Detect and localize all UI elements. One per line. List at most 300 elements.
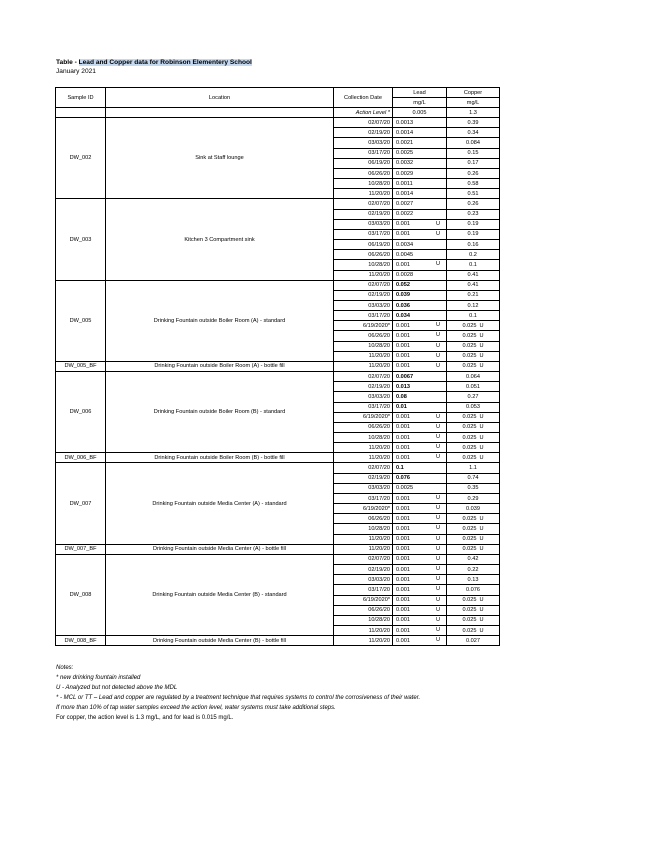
lead-flag: U <box>435 555 440 562</box>
collection-date-cell: 10/28/20 <box>334 260 393 270</box>
collection-date-cell: 02/19/20 <box>334 473 393 483</box>
collection-date-cell: 02/19/20 <box>334 209 393 219</box>
copper-value-cell <box>447 392 500 402</box>
table-row <box>56 463 500 473</box>
lead-value-cell <box>393 565 447 575</box>
copper-value-cell <box>447 179 500 189</box>
lead-value: 0.0067 <box>396 373 414 380</box>
sample-id-cell: DW_005_BF <box>56 361 106 371</box>
copper-value: 0.025 <box>462 627 477 634</box>
copper-value: 0.084 <box>466 140 480 147</box>
lead-flag: U <box>435 434 440 440</box>
lead-value-cell <box>393 179 447 189</box>
copper-value-cell <box>447 493 500 503</box>
collection-date-cell: 11/20/20 <box>334 544 393 554</box>
copper-value: 0.064 <box>466 373 480 380</box>
copper-value: 0.21 <box>467 292 479 299</box>
copper-value-cell <box>447 250 500 260</box>
lead-value: 0.01 <box>396 404 407 411</box>
copper-value-cell <box>447 575 500 585</box>
copper-flag: U <box>479 363 484 370</box>
collection-date-cell: 03/03/20 <box>334 483 393 493</box>
collection-date-cell: 03/03/20 <box>334 138 393 148</box>
lead-value: 0.001 <box>396 414 410 421</box>
lead-value-cell <box>393 544 447 554</box>
title-highlight: Lead and Copper data for Robinson Elementery School <box>78 59 252 66</box>
note-line: * - MCL or TT – Lead and copper are regulated by a treatment technique that requires systems to control the corrosiveness of their water. <box>56 695 421 701</box>
copper-value-cell <box>447 199 500 209</box>
table-row <box>56 372 500 382</box>
copper-flag: U <box>479 515 484 522</box>
lead-value: 0.001 <box>396 617 410 624</box>
collection-date-cell: 02/07/20 <box>334 372 393 382</box>
lead-flag: U <box>435 342 440 349</box>
lead-unit: mg/L <box>393 98 447 108</box>
lead-value-cell <box>393 321 447 331</box>
lead-value-cell <box>393 504 447 514</box>
lead-value-cell <box>393 331 447 341</box>
note-line: * new drinking fountain installed <box>56 675 141 681</box>
lead-value: 0.001 <box>396 566 410 573</box>
lead-value: 0.001 <box>396 495 410 502</box>
lead-value-cell <box>393 422 447 432</box>
copper-unit: mg/L <box>447 98 500 108</box>
lead-value: 0.001 <box>396 333 410 340</box>
copper-value-cell <box>447 361 500 371</box>
collection-date-cell: 06/26/20 <box>334 250 393 260</box>
lead-value-cell <box>393 219 447 229</box>
lead-value: 0.001 <box>396 597 410 604</box>
location-cell: Kitchen 3 Compartment sink <box>106 199 334 280</box>
lead-value: 0.001 <box>396 607 410 614</box>
lead-value-cell <box>393 636 447 646</box>
action-level-lead: 0.005 <box>393 108 447 118</box>
lead-value: 0.001 <box>396 353 410 360</box>
collection-date-cell: 03/17/20 <box>334 493 393 503</box>
copper-value-cell <box>447 138 500 148</box>
copper-value-cell <box>447 168 500 178</box>
collection-date-cell: 06/26/20 <box>334 514 393 524</box>
copper-value: 0.26 <box>467 200 479 207</box>
copper-value-cell <box>447 229 500 239</box>
lead-flag: U <box>435 220 440 227</box>
copper-flag: U <box>479 597 484 604</box>
lead-value-cell <box>393 575 447 585</box>
lead-copper-table <box>55 87 500 646</box>
lead-value-cell <box>393 158 447 168</box>
copper-value-cell <box>447 158 500 168</box>
note-line: U - Analyzed but not detected above the MDL <box>56 685 178 691</box>
lead-flag: U <box>435 230 440 237</box>
collection-date-cell: 10/28/20 <box>334 524 393 534</box>
copper-value-cell <box>447 412 500 422</box>
lead-value: 0.001 <box>396 231 410 238</box>
lead-value: 0.001 <box>396 576 410 583</box>
table-row <box>56 544 500 554</box>
copper-value: 0.26 <box>467 170 479 177</box>
copper-flag: U <box>479 322 484 329</box>
collection-date-cell: 03/17/20 <box>334 229 393 239</box>
copper-value-cell <box>447 372 500 382</box>
lead-flag: U <box>435 261 440 268</box>
sample-id-cell: DW_006_BF <box>56 453 106 463</box>
lead-value: 0.0027 <box>396 200 414 207</box>
copper-value: 0.16 <box>467 241 479 248</box>
lead-value-cell <box>393 300 447 310</box>
copper-value-cell <box>447 270 500 280</box>
lead-value: 0.0045 <box>396 251 414 258</box>
copper-value: 0.19 <box>467 231 479 238</box>
notes-section <box>56 663 420 723</box>
location-cell: Drinking Fountain outside Boiler Room (A) - bottle fill <box>106 361 334 371</box>
lead-flag: U <box>435 606 440 613</box>
copper-value: 0.41 <box>467 282 479 289</box>
lead-flag: U <box>435 352 440 359</box>
lead-value-cell <box>393 341 447 351</box>
collection-date-cell: 11/20/20 <box>334 636 393 646</box>
copper-value-cell <box>447 636 500 646</box>
lead-value: 0.001 <box>396 343 410 350</box>
collection-date-cell: 06/19/20 <box>334 158 393 168</box>
copper-flag: U <box>479 525 484 532</box>
collection-date-cell: 02/07/20 <box>334 118 393 128</box>
sample-id-cell: DW_005 <box>56 280 106 361</box>
collection-date-cell: 6/19/2020* <box>334 504 393 514</box>
copper-value-cell <box>447 544 500 554</box>
lead-value-cell <box>393 615 447 625</box>
copper-value: 0.39 <box>467 119 479 126</box>
copper-value-cell <box>447 402 500 412</box>
copper-value: 0.34 <box>467 129 479 136</box>
lead-value-cell <box>393 595 447 605</box>
copper-value: 0.025 <box>462 414 477 421</box>
lead-value-cell <box>393 118 447 128</box>
collection-date-cell: 11/20/20 <box>334 453 393 463</box>
lead-value: 0.0014 <box>396 190 414 197</box>
collection-date-cell: 02/07/20 <box>334 554 393 564</box>
copper-value: 0.027 <box>466 637 480 644</box>
lead-value-cell <box>393 402 447 412</box>
copper-value: 0.025 <box>462 353 477 360</box>
copper-value: 0.42 <box>467 556 479 563</box>
lead-flag: U <box>435 322 440 329</box>
copper-value: 0.15 <box>467 150 479 157</box>
collection-date-cell: 03/03/20 <box>334 392 393 402</box>
lead-flag: U <box>435 545 440 552</box>
lead-value: 0.08 <box>396 393 407 400</box>
collection-date-cell: 02/19/20 <box>334 128 393 138</box>
copper-value-cell <box>447 240 500 250</box>
copper-value: 0.025 <box>462 515 477 522</box>
copper-value: 0.025 <box>462 536 477 543</box>
table-row <box>56 453 500 463</box>
collection-date-cell: 03/17/20 <box>334 585 393 595</box>
copper-value-cell <box>447 524 500 534</box>
lead-value: 0.001 <box>396 434 410 441</box>
copper-value: 0.74 <box>467 475 479 482</box>
location-cell: Drinking Fountain outside Boiler Room (A) - standard <box>106 280 334 361</box>
lead-value: 0.0013 <box>396 119 414 126</box>
lead-flag: U <box>435 566 440 573</box>
copper-value: 0.19 <box>467 221 479 228</box>
collection-date-cell: 11/20/20 <box>334 443 393 453</box>
copper-value: 0.27 <box>467 393 479 400</box>
lead-value: 0.001 <box>396 363 410 370</box>
copper-value: 0.12 <box>467 302 479 309</box>
lead-value-cell <box>393 412 447 422</box>
lead-value: 0.0032 <box>396 160 414 167</box>
lead-value-cell <box>393 625 447 635</box>
copper-value-cell <box>447 260 500 270</box>
action-level-copper: 1.3 <box>447 108 500 118</box>
location-cell: Drinking Fountain outside Media Center (B) - standard <box>106 554 334 635</box>
lead-value: 0.001 <box>396 515 410 522</box>
lead-value-cell <box>393 382 447 392</box>
note-line: For copper, the action level is 1.3 mg/L, and for lead is 0.015 mg/L. <box>56 715 234 721</box>
sample-id-cell: DW_007 <box>56 463 106 544</box>
lead-flag: U <box>435 332 440 339</box>
lead-flag: U <box>435 576 440 583</box>
header-row <box>56 88 500 98</box>
lead-value-cell <box>393 229 447 239</box>
copper-value-cell <box>447 128 500 138</box>
lead-flag: U <box>435 637 440 644</box>
title-block <box>56 58 252 76</box>
copper-value: 0.025 <box>462 333 477 340</box>
copper-flag: U <box>479 546 484 553</box>
copper-flag: U <box>479 333 484 340</box>
table-row <box>56 361 500 371</box>
copper-value: 0.2 <box>469 251 477 258</box>
copper-value: 0.053 <box>466 404 480 411</box>
copper-value-cell <box>447 514 500 524</box>
copper-value: 0.025 <box>462 597 477 604</box>
copper-flag: U <box>479 454 484 461</box>
table-row <box>56 199 500 209</box>
col-header-sample-id: Sample ID <box>56 88 106 108</box>
location-cell: Drinking Fountain outside Media Center (A) - bottle fill <box>106 544 334 554</box>
copper-flag: U <box>479 434 484 441</box>
lead-value: 0.0028 <box>396 272 414 279</box>
lead-value-cell <box>393 514 447 524</box>
lead-value: 0.039 <box>396 292 410 299</box>
location-cell: Drinking Fountain outside Boiler Room (B) - bottle fill <box>106 453 334 463</box>
lead-value-cell <box>393 240 447 250</box>
lead-value-cell <box>393 443 447 453</box>
copper-value: 0.35 <box>467 485 479 492</box>
copper-flag: U <box>479 353 484 360</box>
copper-value: 0.025 <box>462 322 477 329</box>
collection-date-cell: 06/19/20 <box>334 240 393 250</box>
copper-value: 0.1 <box>469 261 477 268</box>
collection-date-cell: 03/17/20 <box>334 148 393 158</box>
copper-value: 0.076 <box>466 586 480 593</box>
blank-cell <box>56 108 106 118</box>
collection-date-cell: 03/03/20 <box>334 219 393 229</box>
copper-value-cell <box>447 565 500 575</box>
copper-flag: U <box>479 414 484 421</box>
collection-date-cell: 10/28/20 <box>334 179 393 189</box>
lead-value-cell <box>393 554 447 564</box>
copper-value: 0.51 <box>467 190 479 197</box>
copper-flag: U <box>479 607 484 614</box>
lead-value-cell <box>393 463 447 473</box>
copper-value: 0.025 <box>462 525 477 532</box>
copper-flag: U <box>479 424 484 431</box>
lead-flag: U <box>435 616 440 623</box>
lead-value: 0.0011 <box>396 180 413 187</box>
lead-value-cell <box>393 473 447 483</box>
lead-value: 0.001 <box>396 637 410 644</box>
notes-lines <box>56 673 420 723</box>
lead-value-cell <box>393 605 447 615</box>
title-prefix: Table - <box>56 59 79 66</box>
action-level-row <box>56 108 500 118</box>
copper-value-cell <box>447 585 500 595</box>
notes-heading: Notes: <box>56 665 74 671</box>
lead-value-cell <box>393 209 447 219</box>
copper-value: 0.025 <box>462 424 477 431</box>
lead-flag: U <box>435 596 440 603</box>
lead-value: 0.001 <box>396 546 410 553</box>
lead-flag: U <box>435 494 440 501</box>
lead-flag: U <box>435 626 440 633</box>
lead-value: 0.001 <box>396 424 410 431</box>
lead-value: 0.001 <box>396 627 410 634</box>
lead-value-cell <box>393 453 447 463</box>
collection-date-cell: 03/03/20 <box>334 300 393 310</box>
sample-id-cell: DW_002 <box>56 118 106 199</box>
copper-flag: U <box>479 627 484 634</box>
lead-flag: U <box>435 362 440 369</box>
col-header-collection-date: Collection Date <box>334 88 393 108</box>
collection-date-cell: 6/19/2020* <box>334 412 393 422</box>
lead-value: 0.052 <box>396 282 410 289</box>
collection-date-cell: 11/20/20 <box>334 270 393 280</box>
lead-value: 0.0014 <box>396 129 414 136</box>
copper-value: 0.025 <box>462 434 477 441</box>
copper-value: 0.17 <box>467 160 479 167</box>
copper-value: 1.1 <box>469 465 477 472</box>
copper-value-cell <box>447 595 500 605</box>
copper-value: 0.1 <box>469 312 477 319</box>
lead-value: 0.1 <box>396 465 404 472</box>
sample-id-cell: DW_008_BF <box>56 636 106 646</box>
table-row <box>56 280 500 290</box>
copper-value: 0.025 <box>462 617 477 624</box>
lead-value-cell <box>393 392 447 402</box>
copper-value-cell <box>447 625 500 635</box>
location-cell: Sink at Staff lounge <box>106 118 334 199</box>
collection-date-cell: 11/20/20 <box>334 625 393 635</box>
col-header-copper: Copper <box>447 88 500 98</box>
copper-value-cell <box>447 341 500 351</box>
table-title <box>56 58 252 67</box>
table-row <box>56 636 500 646</box>
lead-value: 0.076 <box>396 475 410 482</box>
copper-value: 0.13 <box>467 576 479 583</box>
lead-flag: U <box>435 535 440 542</box>
copper-value-cell <box>447 311 500 321</box>
copper-flag: U <box>479 444 484 451</box>
lead-value-cell <box>393 483 447 493</box>
sample-id-cell: DW_008 <box>56 554 106 635</box>
collection-date-cell: 6/19/2020* <box>334 595 393 605</box>
copper-value-cell <box>447 463 500 473</box>
lead-value-cell <box>393 524 447 534</box>
lead-value: 0.0021 <box>396 140 414 147</box>
collection-date-cell: 06/26/20 <box>334 168 393 178</box>
copper-value-cell <box>447 382 500 392</box>
copper-value: 0.41 <box>467 272 479 279</box>
lead-value: 0.034 <box>396 312 410 319</box>
lead-value-cell <box>393 148 447 158</box>
copper-flag: U <box>479 617 484 624</box>
collection-date-cell: 10/28/20 <box>334 433 393 443</box>
copper-value-cell <box>447 321 500 331</box>
report-date: January 2021 <box>56 68 96 75</box>
lead-value: 0.001 <box>396 525 410 532</box>
copper-value: 0.025 <box>462 454 477 461</box>
collection-date-cell: 03/03/20 <box>334 575 393 585</box>
lead-value-cell <box>393 270 447 280</box>
copper-value-cell <box>447 554 500 564</box>
copper-flag: U <box>479 343 484 350</box>
lead-value: 0.001 <box>396 454 410 461</box>
lead-value: 0.001 <box>396 556 410 563</box>
collection-date-cell: 11/20/20 <box>334 534 393 544</box>
copper-flag: U <box>479 536 484 543</box>
collection-date-cell: 02/19/20 <box>334 382 393 392</box>
lead-value-cell <box>393 361 447 371</box>
lead-value-cell <box>393 433 447 443</box>
lead-value: 0.001 <box>396 536 410 543</box>
location-cell: Drinking Fountain outside Media Center (A) - standard <box>106 463 334 544</box>
collection-date-cell: 02/07/20 <box>334 280 393 290</box>
col-header-lead: Lead <box>393 88 447 98</box>
table-row <box>56 554 500 564</box>
sample-id-cell: DW_006 <box>56 372 106 453</box>
lead-value: 0.001 <box>396 261 410 268</box>
copper-value-cell <box>447 615 500 625</box>
lead-value-cell <box>393 585 447 595</box>
collection-date-cell: 06/26/20 <box>334 605 393 615</box>
collection-date-cell: 11/20/20 <box>334 351 393 361</box>
lead-flag: U <box>435 525 440 532</box>
lead-value-cell <box>393 351 447 361</box>
collection-date-cell: 10/28/20 <box>334 615 393 625</box>
lead-value: 0.0022 <box>396 211 414 218</box>
copper-value-cell <box>447 209 500 219</box>
action-level-label: Action Level * <box>334 108 393 118</box>
copper-value: 0.051 <box>466 383 480 390</box>
table-body <box>56 108 500 646</box>
copper-value-cell <box>447 443 500 453</box>
copper-value: 0.58 <box>467 180 479 187</box>
lead-value: 0.013 <box>396 383 410 390</box>
collection-date-cell: 10/28/20 <box>334 341 393 351</box>
lead-flag: U <box>435 505 440 512</box>
copper-value-cell <box>447 351 500 361</box>
copper-value-cell <box>447 534 500 544</box>
lead-value-cell <box>393 189 447 199</box>
collection-date-cell: 02/07/20 <box>334 463 393 473</box>
collection-date-cell: 02/19/20 <box>334 290 393 300</box>
lead-value-cell <box>393 311 447 321</box>
lead-value: 0.0025 <box>396 150 414 157</box>
copper-value-cell <box>447 300 500 310</box>
blank-cell <box>106 108 334 118</box>
